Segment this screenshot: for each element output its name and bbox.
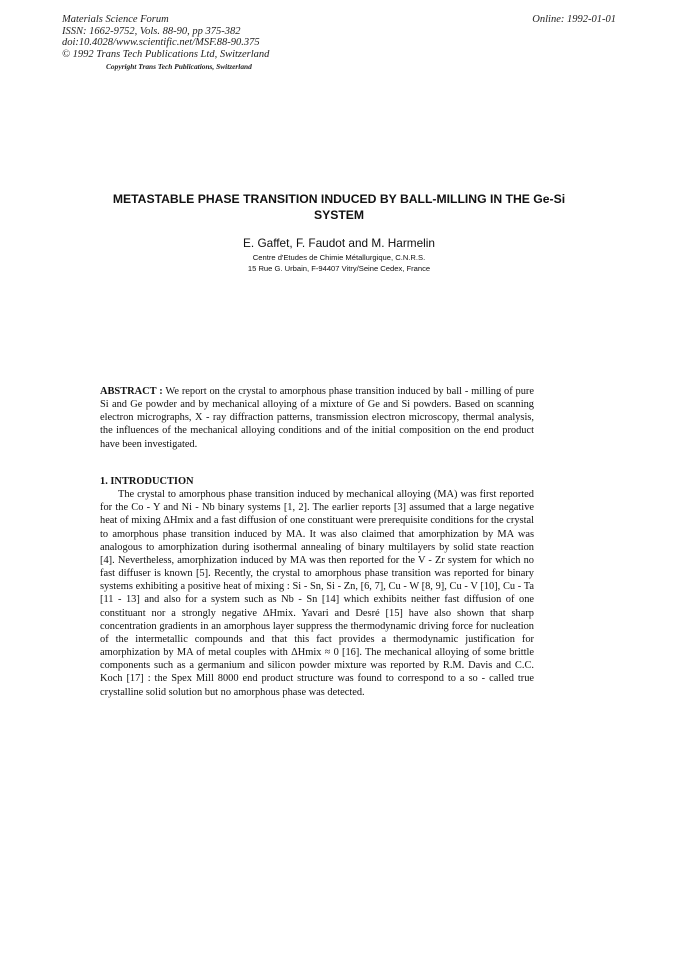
copyright-notice: Copyright Trans Tech Publications, Switzerland (106, 62, 252, 72)
paper-authors: E. Gaffet, F. Faudot and M. Harmelin (243, 236, 435, 250)
copyright-line: © 1992 Trans Tech Publications Ltd, Switzerland (62, 48, 270, 60)
introduction-section (100, 475, 534, 699)
paper-title: METASTABLE PHASE TRANSITION INDUCED BY BALL-MILLING IN THE Ge-Si SYSTEM (112, 192, 566, 222)
introduction-heading: 1. INTRODUCTION (100, 476, 194, 487)
affiliation-line-1: Centre d'Etudes de Chimie Métallurgique, C.N.R.S. (252, 253, 426, 262)
journal-name: Materials Science Forum (62, 14, 169, 25)
issn-line: ISSN: 1662-9752, Vols. 88-90, pp 375-382 (62, 25, 241, 37)
doi-line: doi:10.4028/www.scientific.net/MSF.88-90.375 (62, 37, 260, 49)
introduction-paragraph: The crystal to amorphous phase transition induced by mechanical alloying (MA) was first reported for the Co - Y and Ni - Nb binary systems [1, 2]. The earlier reports [3] assumed that a large negative heat of mixing ΔHmix and a fast diffusion of one constituant were prerequisite conditions for the crystal to amorphous phase transition induced by MA. It was also claimed that amorphization by MA was analogous to amorphization during isothermal annealing of binary multilayers by solid state reaction [4]. Nevertheless, amorphization induced by MA was then reported for the V - Zr system for which no fast diffuser is known [5]. Recently, the crystal to amorphous phase transition was reported for binary systems exhibiting a positive heat of mixing : Si - Sn, Si - Zn, [6, 7], Cu - W [8, 9], Cu - V [10], Cu - Ta [11 - 13] and also for a system such as Nb - Sn [14] which exhibits neither fast diffusion of one constituant nor a strongly negative ΔHmix. Yavari and Desré [15] have also shown that sharp concentration gradients in an amorphous layer suppress the thermodynamic driving force for nucleation of the intermetallic compounds and that this fact provides a thermodynamic justification for amorphization by MA of metal couples with ΔHmix ≈ 0 [16]. The mechanical alloying of some brittle components such as a germanium and silicon powder mixture was reported by R.M. Davis and C.C. Koch [17] : the Spex Mill 8000 end product structure was found to correspond to a so - called true crystalline solid solution but no amorphous phase was detected. (100, 489, 534, 698)
affiliation-line-2: 15 Rue G. Urbain, F-94407 Vitry/Seine Cedex, France (247, 264, 431, 273)
online-date: Online: 1992-01-01 (532, 14, 616, 25)
abstract-label: ABSTRACT : (100, 386, 163, 397)
abstract-section (100, 385, 534, 451)
affiliation (92, 252, 586, 274)
abstract-text: We report on the crystal to amorphous phase transition induced by ball - milling of pure Si and Ge powder and by mechanical alloying of a mixture of Ge and Si powders. Based on scanning electron micrographs, X - ray diffraction patterns, transmission electron microscopy, thermal analysis, the influences of the mechanical alloying conditions and of the initial composition on the end product have been investigated. (100, 386, 534, 450)
journal-header (62, 14, 269, 73)
